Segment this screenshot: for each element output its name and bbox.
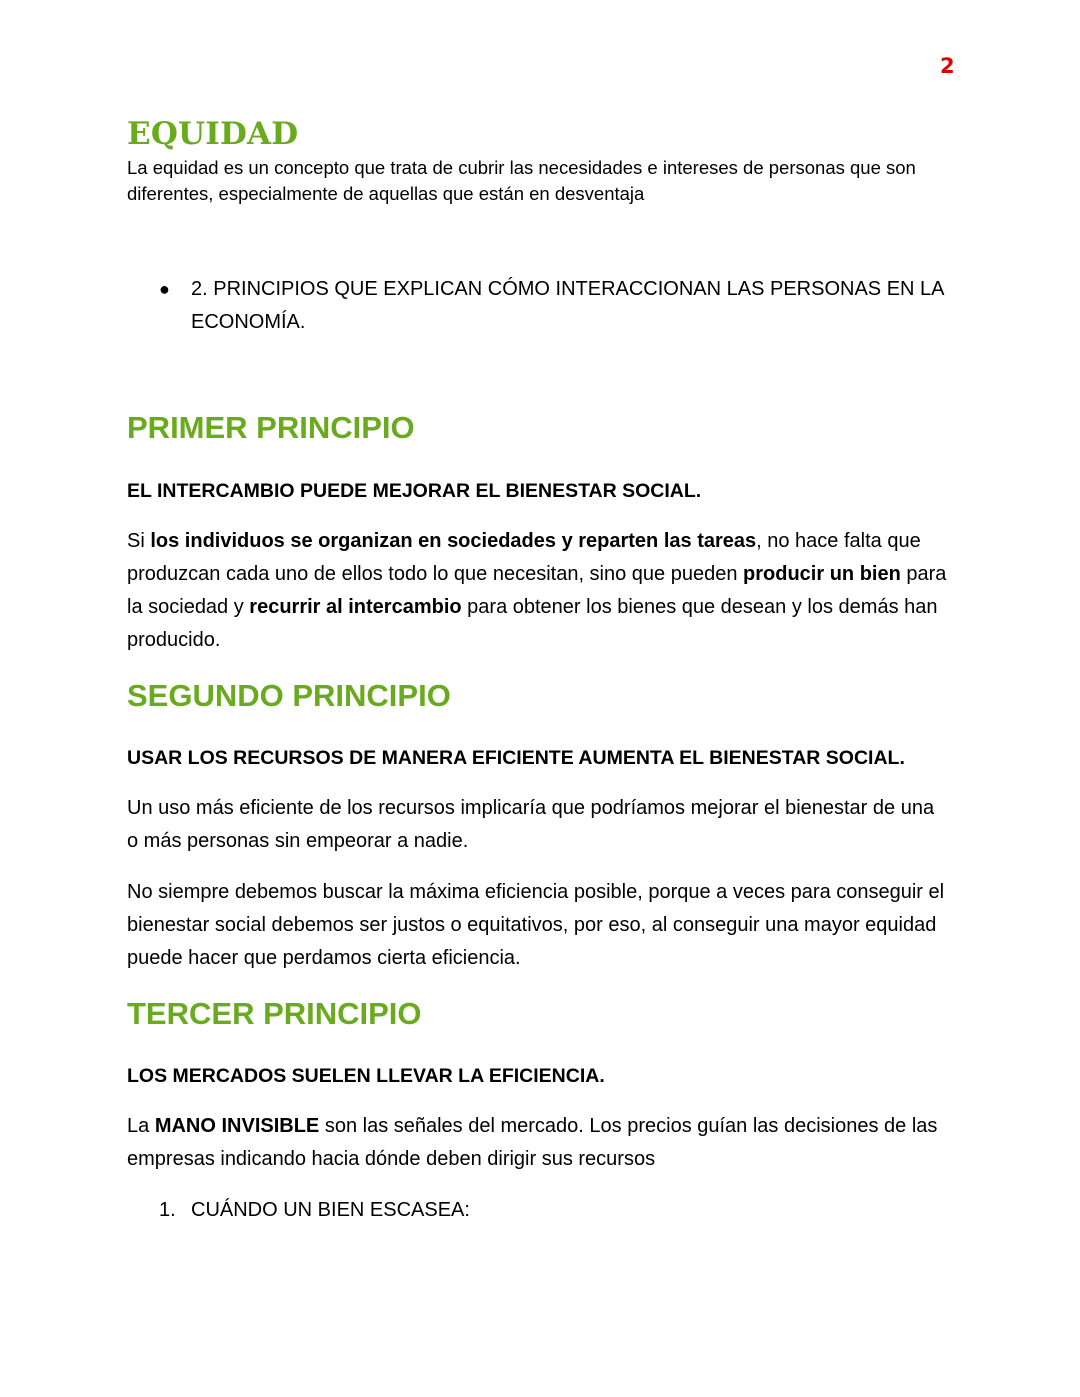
primer-principio-heading: PRIMER PRINCIPIO	[127, 410, 415, 445]
equidad-heading: EQUIDAD	[127, 116, 299, 152]
page-number: 2	[940, 54, 955, 78]
list-number: 1.	[159, 1199, 176, 1221]
bullet-icon: ●	[159, 279, 170, 299]
equidad-definition: La equidad es un concepto que trata de cubrir las necesidades e intereses de personas que son diferentes, especialmente de aquellas que están en desventaja	[127, 157, 916, 204]
primer-principio-subtitle: EL INTERCAMBIO PUEDE MEJORAR EL BIENESTAR SOCIAL.	[127, 480, 702, 502]
segundo-principio-paragraph-2: No siempre debemos buscar la máxima eficiencia posible, porque a veces para conseguir el bienestar social debemos ser justos o equitativos, por eso, al conseguir una mayor equidad puede hacer que perdamos cierta eficiencia.	[127, 881, 945, 969]
bullet-text: 2. PRINCIPIOS QUE EXPLICAN CÓMO INTERACCIONAN LAS PERSONAS EN LA ECONOMÍA.	[191, 278, 944, 333]
segundo-principio-subtitle: USAR LOS RECURSOS DE MANERA EFICIENTE AUMENTA EL BIENESTAR SOCIAL.	[127, 747, 905, 769]
tercer-principio-heading: TERCER PRINCIPIO	[127, 996, 422, 1031]
tercer-principio-paragraph: La MANO INVISIBLE son las señales del mercado. Los precios guían las decisiones de las empresas indicando hacia dónde deben dirigir sus recursos	[127, 1115, 938, 1170]
primer-principio-paragraph: Si los individuos se organizan en sociedades y reparten las tareas, no hace falta que produzcan cada uno de ellos todo lo que necesitan, sino que pueden producir un bien para la sociedad y recurrir al intercambio para obtener los bienes que desean y los demás han producido.	[127, 530, 947, 651]
segundo-principio-paragraph-1: Un uso más eficiente de los recursos implicaría que podríamos mejorar el bienestar de una o más personas sin empeorar a nadie.	[127, 797, 935, 852]
numbered-list-item	[159, 1194, 470, 1227]
list-item-text: CUÁNDO UN BIEN ESCASEA:	[191, 1199, 470, 1221]
bullet-item	[159, 273, 949, 339]
segundo-principio-heading: SEGUNDO PRINCIPIO	[127, 678, 451, 713]
tercer-principio-subtitle: LOS MERCADOS SUELEN LLEVAR LA EFICIENCIA.	[127, 1065, 605, 1087]
